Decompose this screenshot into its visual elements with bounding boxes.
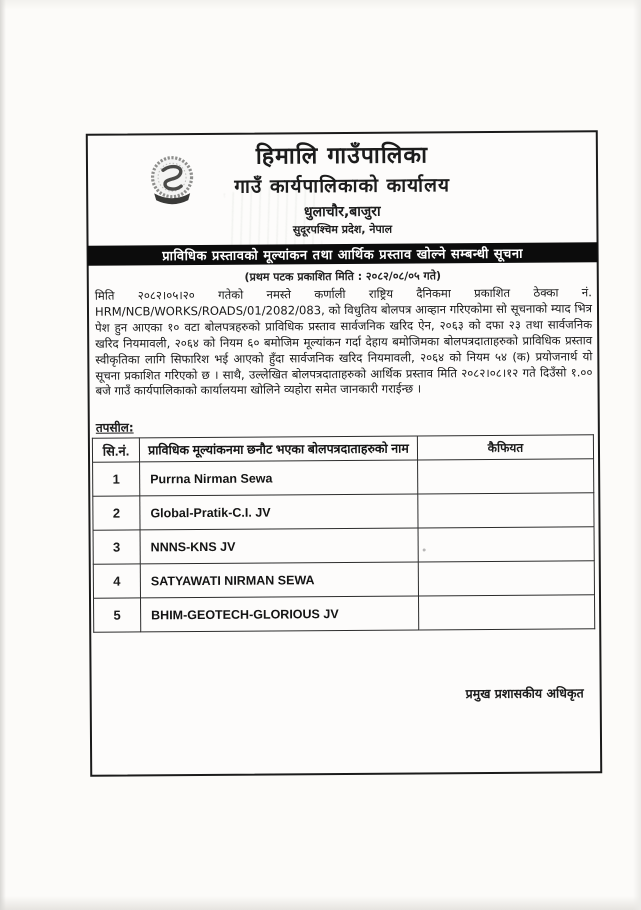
remark-cell (418, 459, 594, 494)
remark-cell (418, 527, 594, 562)
bidder-name-cell: NNNS-KNS JV (140, 528, 418, 564)
table-row (93, 459, 594, 496)
bidders-table-body (93, 459, 595, 632)
serial-cell: 4 (93, 564, 140, 598)
serial-cell: 5 (94, 598, 141, 632)
table-header-row (92, 435, 593, 462)
tapasil-label: तपसील: (95, 420, 134, 435)
remark-cell (418, 493, 594, 528)
table-row (94, 595, 595, 632)
remark-cell (418, 561, 594, 596)
bidder-name-cell: BHIM-GEOTECH-GLORIOUS JV (141, 596, 419, 632)
signatory-title: प्रमुख प्रशासकीय अधिकृत (465, 685, 584, 702)
scan-noise-dot (423, 548, 426, 551)
notice-title-bar (88, 242, 598, 266)
notice-body-paragraph: मिति २०८२।०५।२० गतेको नमस्ते कर्णाली राष्ट्रिय दैनिकमा प्रकाशित ठेक्का नं. HRM/NCB/WORKS/ROADS/01/2082/083, को विधुतिय बोलपत्र आव्हान गरिएकोमा सो सूचनाको म्याद भित्र पेश हुन आएका १० वटा बोलपत्रहरुको प्राविधिक प्रस्ताव सार्वजनिक खरिद ऐन, २०६३ को दफा २३ तथा सार्वजनिक खरिद नियमावली, २०६४ को नियम ६० बमोजिम मूल्यांकन गर्दा देहाय बमोजिमका बोलपत्रदाताहरुको प्राविधिक प्रस्ताव स्वीकृतिका लागि सिफारिश भई आएको हुँदा सार्वजनिक खरिद नियमावली, २०६४ को नियम ५४ (क) प्रयोजनार्थ यो सूचना प्रकाशित गरिएको छ । साथै, उल्लेखित बोलपत्रदाताहरुको आर्थिक प्रस्ताव मिति २०८२।०८।१२ गते दिउँसो १.०० बजे गाउँ कार्यपालिकाको कार्यालयमा खोलिने व्यहोरा समेत जानकारी गराईन्छ । (94, 285, 593, 399)
serial-cell: 2 (93, 496, 140, 530)
office-address: धुलाचौर,बाजुरा (303, 203, 381, 221)
bidders-table-head (92, 435, 593, 462)
table-row (93, 561, 594, 598)
office-name: गाउँ कार्यपालिकाको कार्यालय (234, 174, 451, 199)
remark-cell (418, 595, 594, 630)
letterhead (88, 142, 597, 237)
bidder-name-cell: SATYAWATI NIRMAN SEWA (140, 562, 418, 598)
col-header-serial: सि.नं. (92, 438, 139, 462)
bidders-table (92, 434, 595, 632)
bidder-name-cell: Global-Pratik-C.I. JV (140, 494, 418, 530)
document-border-frame (86, 130, 602, 777)
province-line: सुदूरपश्चिम प्रदेश, नेपाल (292, 222, 393, 236)
table-row (93, 493, 594, 530)
notice-title: प्राविधिक प्रस्तावको मूल्यांकन तथा आर्थिक प्रस्ताव खोल्ने सम्बन्धी सूचना (162, 246, 524, 265)
col-header-remarks: कैफियत (417, 435, 593, 460)
publication-date-line: (प्रथम पटक प्रकाशित मिति : २०८२/०८/०५ गते) (244, 269, 442, 284)
municipality-name: हिमालि गाउँपालिका (255, 142, 429, 170)
serial-cell: 3 (93, 530, 140, 564)
bidder-name-cell: Purrna Nirman Sewa (140, 460, 418, 496)
serial-cell: 1 (93, 462, 140, 496)
table-row (93, 527, 594, 564)
col-header-bidder-name: प्राविधिक मूल्यांकनमा छनौट भएका बोलपत्रदाताहरुको नाम (139, 436, 417, 462)
